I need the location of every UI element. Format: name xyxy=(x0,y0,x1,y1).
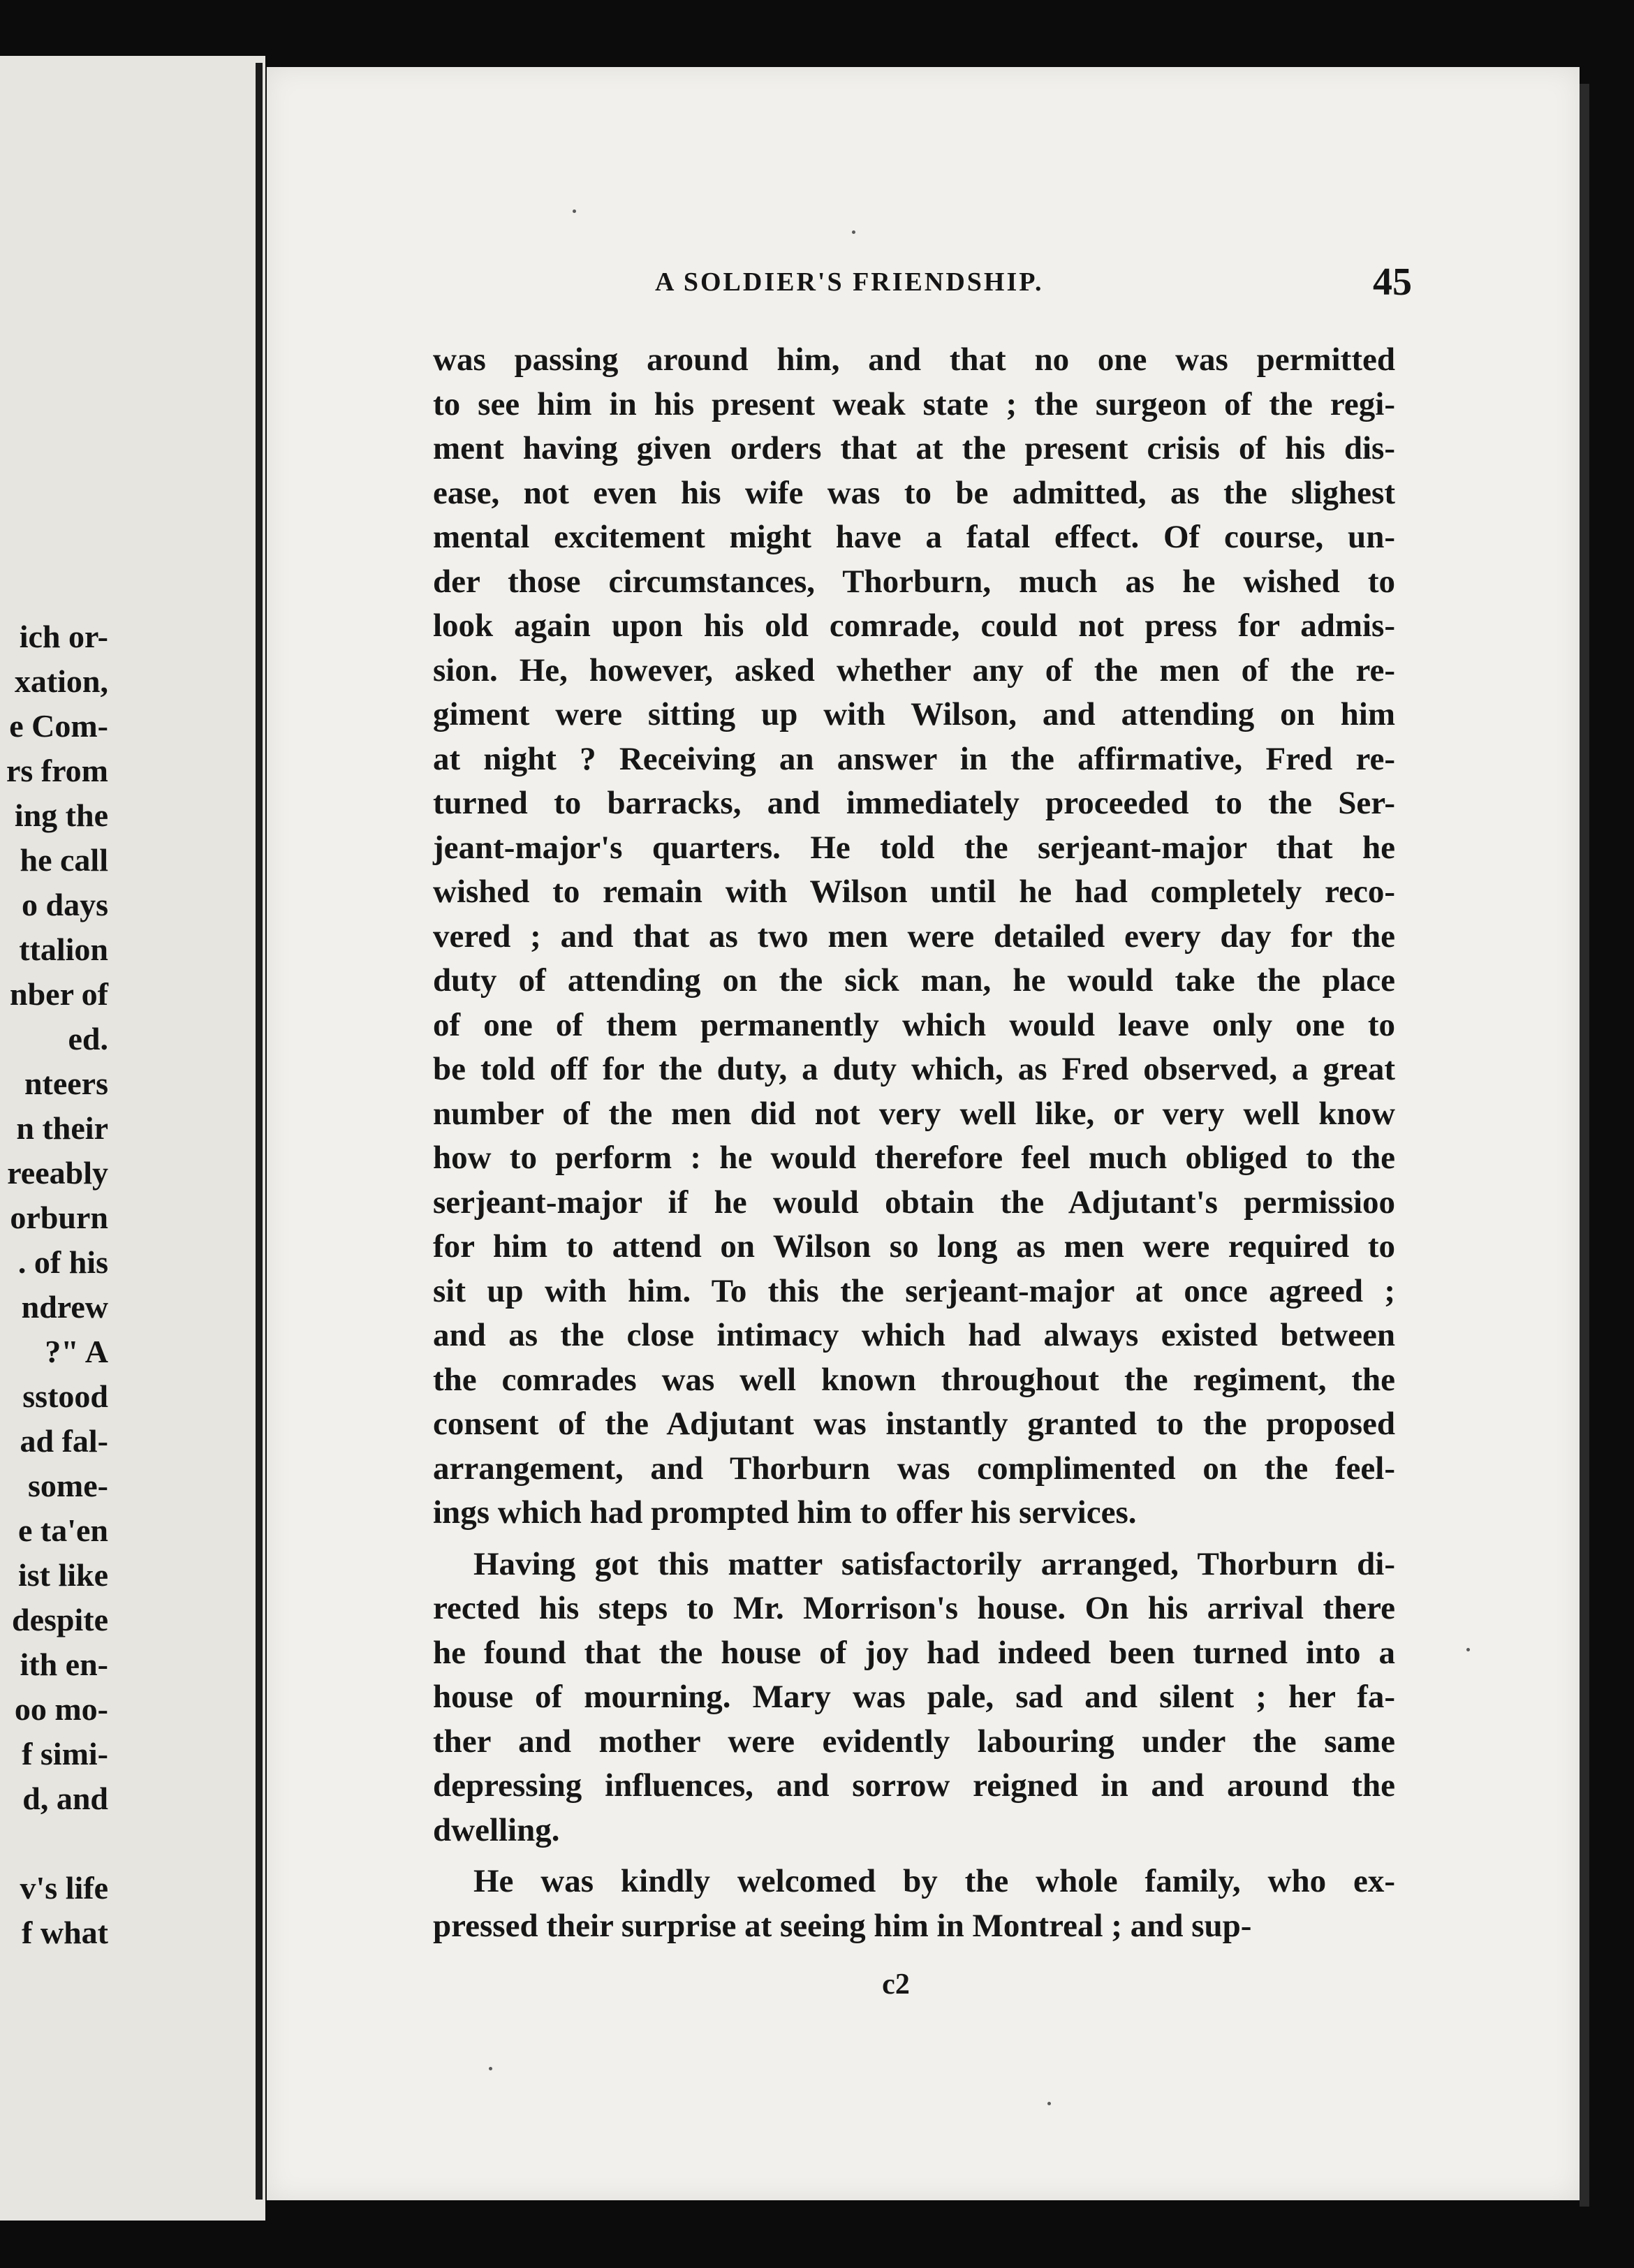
running-head: A SOLDIER'S FRIENDSHIP. xyxy=(655,267,1044,297)
left-page-fragment: f what xyxy=(22,1915,108,1950)
text-line: giment were sitting up with Wilson, and attending on him xyxy=(433,696,1395,732)
text-line: sion. He, however, asked whether any of the men of the re- xyxy=(433,651,1395,688)
text-line: ease, not even his wife was to be admitted, as the slighest xyxy=(433,474,1395,511)
left-page-fragment: d, and xyxy=(22,1781,108,1816)
text-line: be told off for the duty, a duty which, as Fred observed, a great xyxy=(433,1051,1395,1087)
text-line: wished to remain with Wilson until he had completely reco- xyxy=(433,874,1395,910)
paragraph xyxy=(433,338,1395,1536)
paragraph-gap xyxy=(433,1853,1395,1860)
text-line: sit up with him. To this the serjeant-major at once agreed ; xyxy=(433,1272,1395,1309)
left-page-fragment: v's life xyxy=(20,1870,108,1906)
left-page-fragment: ing the xyxy=(14,797,108,833)
text-line: turned to barracks, and immediately proceeded to the Ser- xyxy=(433,785,1395,821)
left-page-fragment: some- xyxy=(28,1468,108,1503)
text-line: the comrades was well known throughout the regiment, the xyxy=(433,1361,1395,1398)
left-page-fragment: ist like xyxy=(17,1557,108,1593)
left-page-fragment: ndrew xyxy=(21,1289,108,1325)
book-spine xyxy=(256,63,263,2200)
text-line: mental excitement might have a fatal effect. Of course, un- xyxy=(433,519,1395,555)
text-line: depressing influences, and sorrow reigned in and around the xyxy=(433,1767,1395,1804)
left-page-fragment: ed. xyxy=(68,1021,108,1056)
left-page-fragment: rs from xyxy=(6,753,108,788)
dust-speck xyxy=(573,209,576,213)
text-line: to see him in his present weak state ; the surgeon of the regi- xyxy=(433,385,1395,422)
page-edge-shadow xyxy=(1580,84,1589,2207)
text-line: number of the men did not very well like, or very well know xyxy=(433,1095,1395,1132)
text-line: how to perform : he would therefore feel much obliged to the xyxy=(433,1140,1395,1176)
left-page-fragment: nber of xyxy=(10,976,108,1012)
left-page-fragment: f simi- xyxy=(22,1736,108,1772)
text-line: der those circumstances, Thorburn, much as he wished to xyxy=(433,563,1395,600)
left-page-fragment: orburn xyxy=(10,1200,108,1235)
page-number: 45 xyxy=(1373,260,1412,304)
text-line: rected his steps to Mr. Morrison's house. On his arrival there xyxy=(433,1590,1395,1626)
text-line: ings which had prompted him to offer his services. xyxy=(433,1494,1137,1531)
text-line: dwelling. xyxy=(433,1811,560,1848)
text-line: he found that the house of joy had indeed been turned into a xyxy=(433,1634,1395,1671)
left-page-text-fragments xyxy=(0,614,108,1955)
left-page-fragment: ttalion xyxy=(19,932,108,967)
dust-speck xyxy=(1047,2102,1051,2105)
left-page-fragment: . of his xyxy=(17,1244,108,1280)
left-page-fragment xyxy=(0,1821,108,1866)
text-line: arrangement, and Thorburn was complimented on the feel- xyxy=(433,1450,1395,1487)
left-page-fragment: nteers xyxy=(24,1066,108,1101)
text-line: look again upon his old comrade, could not press for admis- xyxy=(433,608,1395,644)
text-line: jeant-major's quarters. He told the serjeant-major that he xyxy=(433,829,1395,866)
left-page-fragment: e ta'en xyxy=(17,1512,108,1548)
left-page-fragment: o days xyxy=(22,887,108,922)
text-line: house of mourning. Mary was pale, sad and silent ; her fa- xyxy=(433,1679,1395,1715)
text-line: He was kindly welcomed by the whole family, who ex- xyxy=(473,1863,1395,1899)
left-page-fragment: he call xyxy=(20,842,108,878)
left-page xyxy=(0,56,265,2221)
signature-mark: c2 xyxy=(882,1968,910,2001)
left-page-fragment: xation, xyxy=(14,663,108,699)
text-line: of one of them permanently which would leave only one to xyxy=(433,1006,1395,1043)
text-line: serjeant-major if he would obtain the Adjutant's permissioo xyxy=(433,1184,1395,1221)
left-page-fragment: ?" A xyxy=(45,1334,108,1369)
text-line: at night ? Receiving an answer in the affirmative, Fred re- xyxy=(433,740,1395,777)
dust-speck xyxy=(852,230,855,234)
text-line: and as the close intimacy which had always existed between xyxy=(433,1317,1395,1353)
left-page-fragment: e Com- xyxy=(9,708,108,744)
text-line: for him to attend on Wilson so long as men were required to xyxy=(433,1228,1395,1265)
text-line: Having got this matter satisfactorily arranged, Thorburn di- xyxy=(473,1545,1395,1582)
text-line: ther and mother were evidently labouring under the same xyxy=(433,1723,1395,1760)
paragraph-gap xyxy=(433,1536,1395,1542)
paragraph xyxy=(433,1542,1395,1853)
text-line: vered ; and that as two men were detailed every day for the xyxy=(433,918,1395,955)
left-page-fragment: n their xyxy=(16,1110,108,1146)
text-line: duty of attending on the sick man, he would take the place xyxy=(433,962,1395,999)
left-page-fragment: oo mo- xyxy=(14,1691,108,1727)
left-page-fragment: despite xyxy=(12,1602,108,1637)
paragraph xyxy=(433,1860,1395,1948)
left-page-fragment: reeably xyxy=(7,1155,108,1191)
left-page-fragment: ich or- xyxy=(19,619,108,654)
dust-speck xyxy=(1466,1648,1470,1651)
left-page-fragment: ith en- xyxy=(20,1647,108,1682)
dust-speck xyxy=(489,2067,492,2070)
text-line: was passing around him, and that no one was permitted xyxy=(433,341,1395,378)
text-line: consent of the Adjutant was instantly granted to the proposed xyxy=(433,1406,1395,1442)
left-page-fragment: ad fal- xyxy=(20,1423,108,1459)
body-text xyxy=(433,338,1395,1948)
left-page-fragment: sstood xyxy=(22,1378,108,1414)
text-line: ment having given orders that at the present crisis of his dis- xyxy=(433,430,1395,466)
text-line: pressed their surprise at seeing him in Montreal ; and sup- xyxy=(433,1907,1252,1944)
